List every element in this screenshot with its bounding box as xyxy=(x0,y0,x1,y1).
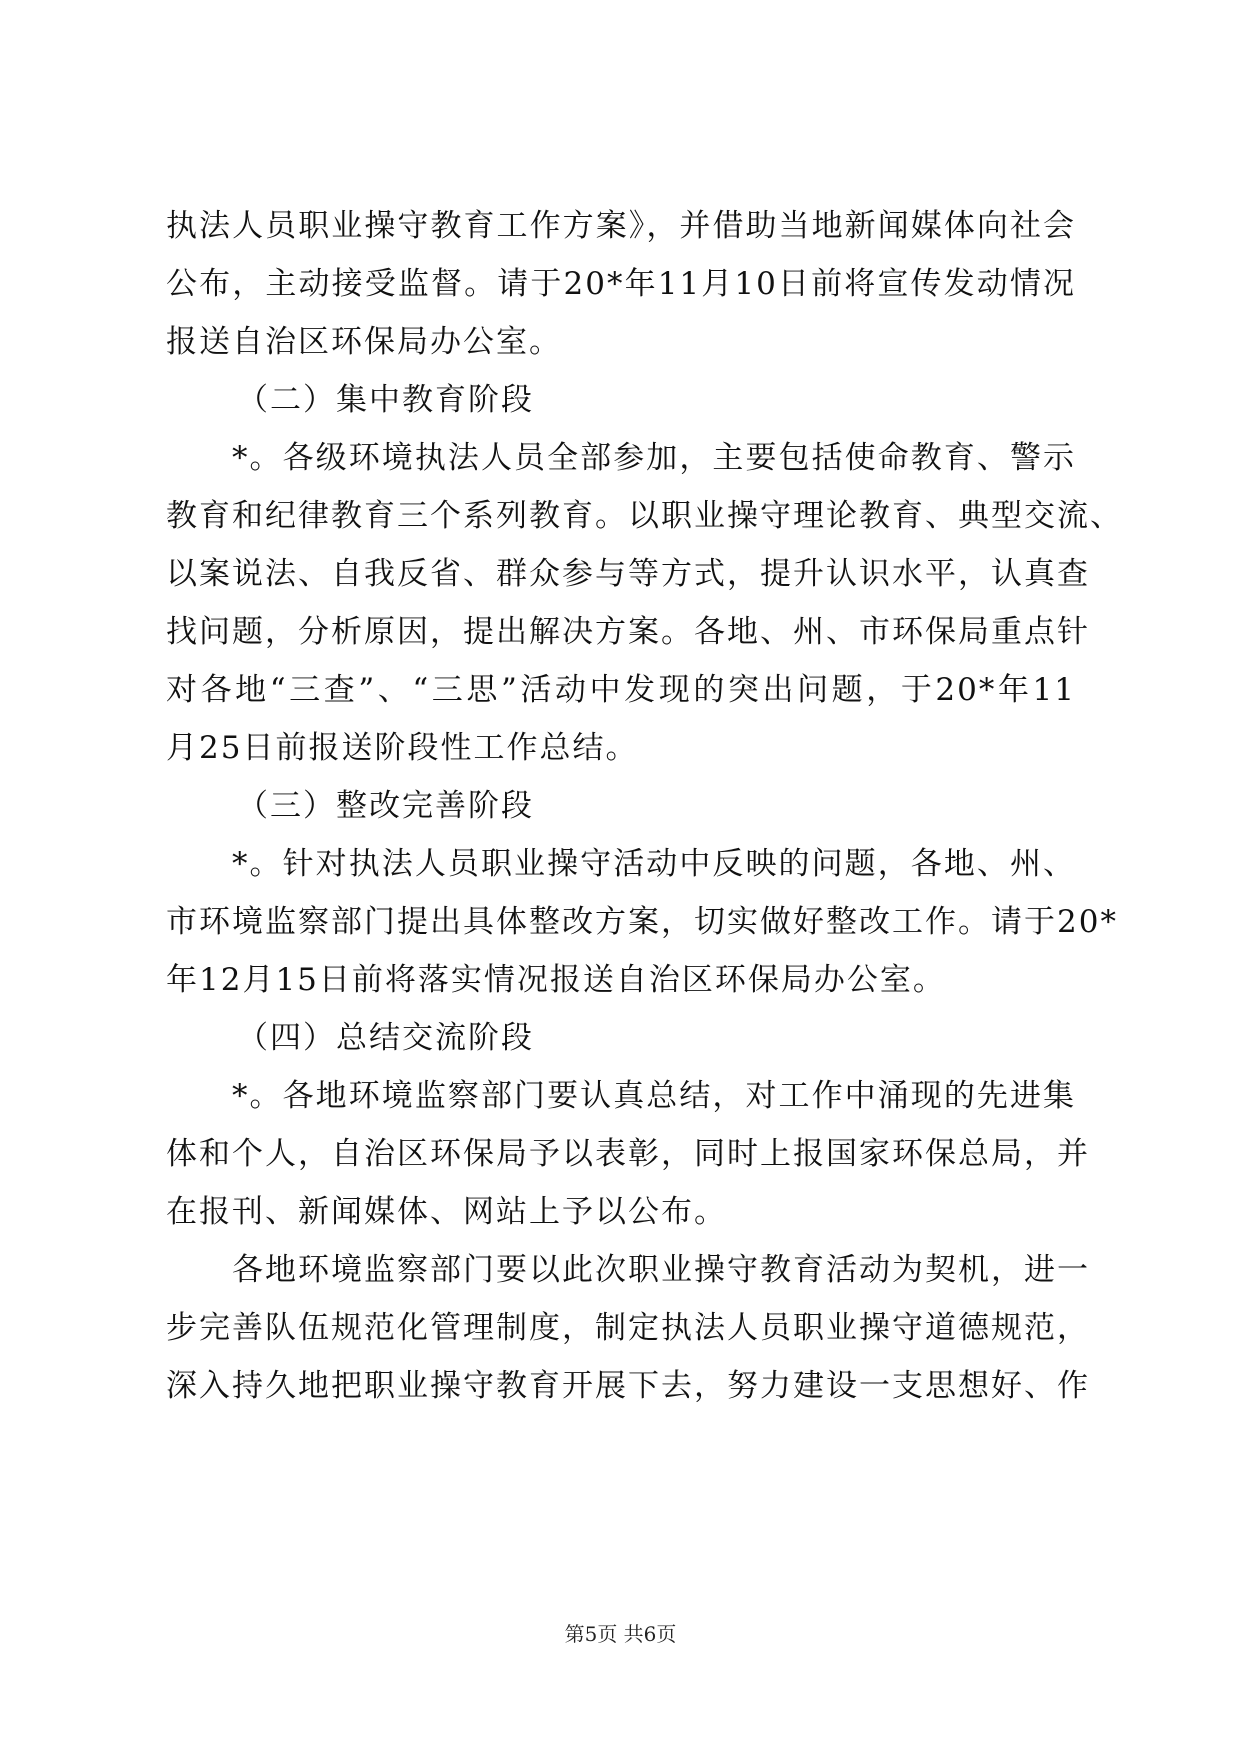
text-line: 月25日前报送阶段性工作总结。 xyxy=(166,730,639,766)
text-line: 深入持久地把职业操守教育开展下去，努力建设一支思想好、作 xyxy=(166,1368,1090,1404)
text-line: 找问题，分析原因，提出解决方案。各地、州、市环保局重点针 xyxy=(166,614,1090,650)
text-line: 报送自治区环保局办公室。 xyxy=(166,324,562,360)
text-line: *。针对执法人员职业操守活动中反映的问题，各地、州、 xyxy=(232,846,1076,882)
text-line: 在报刊、新闻媒体、网站上予以公布。 xyxy=(166,1194,727,1230)
section-heading: （二）集中教育阶段 xyxy=(237,382,534,418)
text-line: 执法人员职业操守教育工作方案》，并借助当地新闻媒体向社会 xyxy=(166,208,1076,244)
text-line: 年12月15日前将落实情况报送自治区环保局办公室。 xyxy=(166,962,946,998)
text-line: *。各地环境监察部门要认真总结，对工作中涌现的先进集 xyxy=(232,1078,1076,1114)
text-line: 步完善队伍规范化管理制度，制定执法人员职业操守道德规范， xyxy=(166,1310,1090,1346)
text-line: 对各地“三查”、“三思”活动中发现的突出问题，于20*年11 xyxy=(166,672,1076,708)
section-heading: （四）总结交流阶段 xyxy=(237,1020,534,1056)
text-line: *。各级环境执法人员全部参加，主要包括使命教育、警示 xyxy=(232,440,1076,476)
text-line: 公布，主动接受监督。请于20*年11月10日前将宣传发动情况 xyxy=(166,266,1076,302)
text-line: 教育和纪律教育三个系列教育。以职业操守理论教育、典型交流、 xyxy=(166,498,1123,534)
section-heading: （三）整改完善阶段 xyxy=(237,788,534,824)
text-line: 以案说法、自我反省、群众参与等方式，提升认识水平，认真查 xyxy=(166,556,1090,592)
page-number-footer: 第5页 共6页 xyxy=(564,1622,677,1646)
text-line: 市环境监察部门提出具体整改方案，切实做好整改工作。请于20* xyxy=(166,904,1118,940)
text-line: 各地环境监察部门要以此次职业操守教育活动为契机，进一 xyxy=(232,1252,1090,1288)
text-line: 体和个人，自治区环保局予以表彰，同时上报国家环保总局，并 xyxy=(166,1136,1090,1172)
